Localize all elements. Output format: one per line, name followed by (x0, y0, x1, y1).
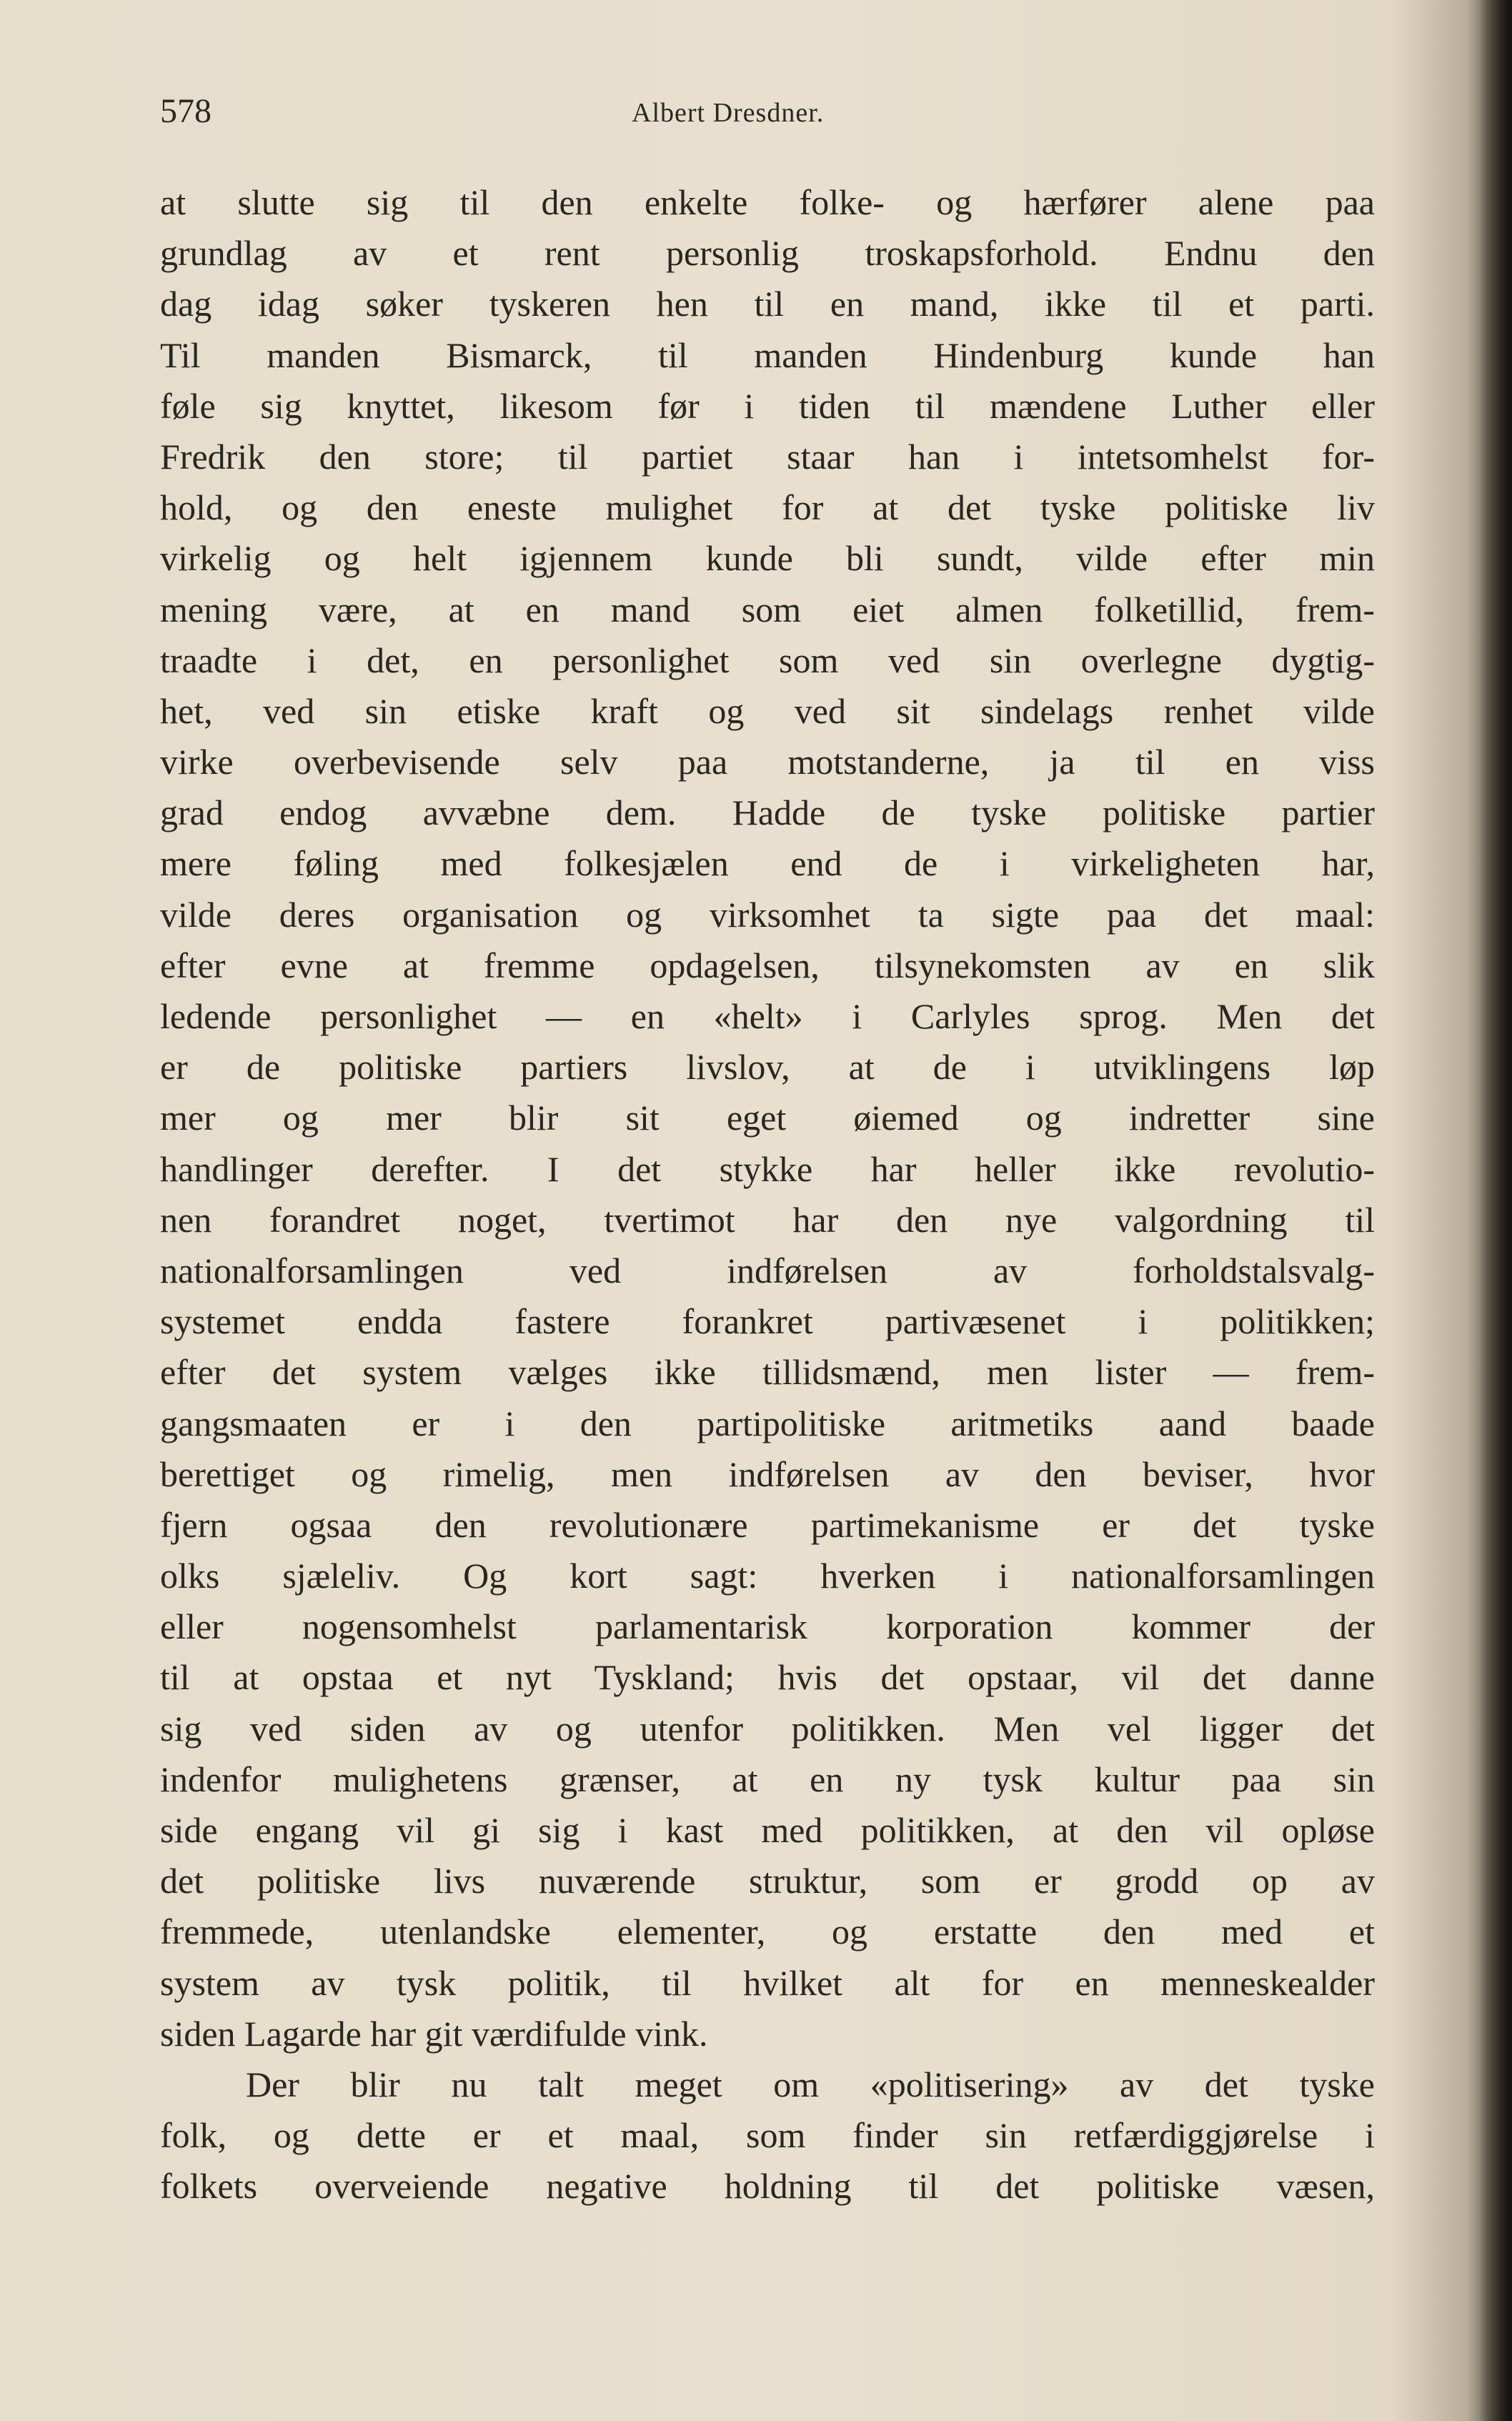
text-line: berettiget og rimelig, men indførelsen av den beviser, hvor (160, 1453, 1375, 1494)
text-line: grundlag av et rent personlig troskapsforhold. Endnu den (160, 233, 1375, 274)
text-line: system av tysk politik, til hvilket alt for en menneskealder (160, 1962, 1375, 2003)
text-line: efter det system vælges ikke tillidsmænd, men lister — frem- (160, 1352, 1375, 1393)
text-line: føle sig knyttet, likesom før i tiden til mændene Luther eller (160, 385, 1375, 426)
text-line: til at opstaa et nyt Tyskland; hvis det opstaar, vil det danne (160, 1657, 1375, 1698)
text-line: gangsmaaten er i den partipolitiske aritmetiks aand baade (160, 1403, 1375, 1443)
text-line: olks sjæleliv. Og kort sagt: hverken i nationalforsamlingen (160, 1556, 1375, 1596)
text-line: det politiske livs nuværende struktur, som er grodd op av (160, 1861, 1375, 1901)
text-line: sig ved siden av og utenfor politikken. Men vel ligger det (160, 1708, 1375, 1749)
text-line: virke overbevisende selv paa motstanderne, ja til en viss (160, 742, 1375, 782)
text-line: efter evne at fremme opdagelsen, tilsynekomsten av en slik (160, 945, 1375, 985)
text-line: nationalforsamlingen ved indførelsen av forholdstalsvalg- (160, 1250, 1375, 1291)
body-text (160, 177, 1375, 2212)
text-line: indenfor mulighetens grænser, at en ny tysk kultur paa sin (160, 1759, 1375, 1799)
text-line: fjern ogsaa den revolutionære partimekanisme er det tyske (160, 1504, 1375, 1545)
text-line: folk, og dette er et maal, som finder sin retfærdiggjørelse i (160, 2115, 1375, 2156)
text-line: er de politiske partiers livslov, at de i utviklingens løp (160, 1047, 1375, 1088)
text-line: dag idag søker tyskeren hen til en mand, ikke til et parti. (160, 284, 1375, 324)
text-line: hold, og den eneste mulighet for at det tyske politiske liv (160, 487, 1375, 528)
text-line: mere føling med folkesjælen end de i virkeligheten har, (160, 843, 1375, 884)
page-header (160, 86, 1396, 143)
text-line: siden Lagarde har git værdifulde vink. (160, 2013, 708, 2054)
page-spine-shadow (1479, 0, 1512, 2421)
text-line: Fredrik den store; til partiet staar han i intetsomhelst for- (160, 436, 1375, 477)
text-line: ledende personlighet — en «helt» i Carlyles sprog. Men det (160, 996, 1375, 1036)
text-line: mer og mer blir sit eget øiemed og indretter sine (160, 1098, 1375, 1138)
text-line: systemet endda fastere forankret partivæsenet i politikken; (160, 1301, 1375, 1342)
running-head: Albert Dresdner. (632, 98, 825, 128)
text-line: virkelig og helt igjennem kunde bli sundt, vilde efter min (160, 538, 1375, 579)
text-line: side engang vil gi sig i kast med politikken, at den vil opløse (160, 1810, 1375, 1850)
text-line: mening være, at en mand som eiet almen folketillid, frem- (160, 589, 1375, 630)
text-line: eller nogensomhelst parlamentarisk korporation kommer der (160, 1606, 1375, 1647)
text-line: grad endog avvæbne dem. Hadde de tyske politiske partier (160, 792, 1375, 833)
text-line: Til manden Bismarck, til manden Hindenburg kunde han (160, 334, 1375, 375)
text-line: het, ved sin etiske kraft og ved sit sindelags renhet vilde (160, 690, 1375, 731)
text-line: nen forandret noget, tvertimot har den nye valgordning til (160, 1199, 1375, 1240)
page-number: 578 (160, 92, 212, 130)
text-line: at slutte sig til den enkelte folke- og hærfører alene paa (160, 182, 1375, 222)
text-line: traadte i det, en personlighet som ved sin overlegne dygtig- (160, 640, 1375, 680)
text-line: folkets overveiende negative holdning til det politiske væsen, (160, 2166, 1375, 2207)
text-line: handlinger derefter. I det stykke har heller ikke revolutio- (160, 1148, 1375, 1189)
text-line: fremmede, utenlandske elementer, og erstatte den med et (160, 1912, 1375, 1952)
paragraph-first-line: Der blir nu talt meget om «politisering» av det tyske (246, 2064, 1375, 2104)
text-line: vilde deres organisation og virksomhet ta sigte paa det maal: (160, 894, 1375, 935)
